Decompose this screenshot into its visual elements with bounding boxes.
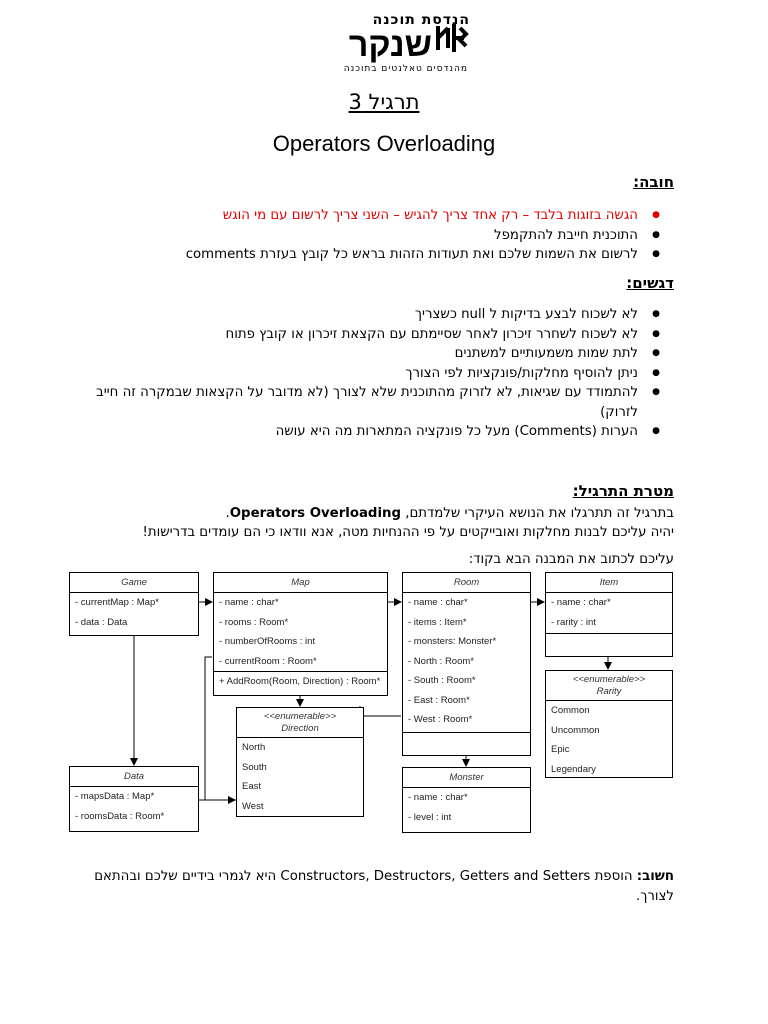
class-title: Data (70, 767, 198, 787)
logo-tagline: מהנדסים טאלנטים בתוכנה (343, 64, 468, 74)
class-title: Game (70, 573, 198, 593)
enum-value: East (242, 781, 262, 792)
important-note: חשוב: הוספת Constructors, Destructors, Getters and Setters היא לגמרי בידיים שלכם ובהתאם לצורך. (94, 869, 674, 904)
class-attribute: - level : int (408, 811, 452, 823)
uml-class-monster (402, 767, 531, 833)
class-attribute: - name : char* (408, 792, 468, 803)
enum-value: Common (551, 705, 590, 716)
list-item: ● לא לשכוח לבצע בדיקות ל null כשצריך (84, 305, 674, 325)
class-attribute: - South : Room* (408, 675, 476, 686)
class-attribute: - name : char* (408, 597, 468, 608)
uml-class-room (402, 572, 531, 756)
class-attribute: - items : Item* (408, 616, 467, 628)
exercise-title: תרגיל 3 (348, 90, 420, 114)
class-attribute: - West : Room* (408, 714, 473, 725)
list-item: ● ניתן להוסיף מחלקות/פונקציות לפי הצורך (84, 364, 674, 384)
tips-heading: דגשים: (626, 274, 674, 292)
goal-heading: מטרת התרגיל: (572, 482, 674, 500)
list-item: ● הגשה בזוגות בלבד – רק אחד צריך להגיש – השני צריך לרשום עם מי הוגש (84, 206, 674, 226)
class-attribute: - currentRoom : Room* (219, 655, 317, 667)
class-title: Item (546, 573, 672, 593)
class-attribute: - rooms : Room* (219, 616, 289, 628)
class-title: Map (214, 573, 387, 593)
uml-class-data (69, 766, 199, 832)
enum-value: Legendary (551, 763, 596, 775)
list-item: ● התוכנית חייבת להתקמפל (84, 226, 674, 246)
enum-value: Uncommon (551, 724, 600, 736)
logo-top-line: הנדסת תוכנה (372, 12, 470, 28)
class-attribute: - mapsData : Map* (75, 791, 155, 802)
uml-enum-rarity (545, 670, 673, 778)
class-attribute: - roomsData : Room* (75, 810, 165, 822)
list-item: ● לא לשכוח לשחרר זיכרון לאחר שסיימתם עם הקצאת זיכרון או קובץ פתוח (84, 325, 674, 345)
class-attribute: - name : char* (219, 597, 279, 608)
goal-line-1: בתרגיל זה תתרגלו את הנושא העיקרי שלמדתם, Operators Overloading. (225, 506, 674, 521)
list-item: ● לתת שמות משמעותיים למשתנים (84, 344, 674, 364)
class-attribute: - data : Data (75, 616, 128, 628)
list-item: ● להתמודד עם שגיאות, לא לזרוק מהתוכנית שלא לצורך (לא מדובר על הקצאות שבמקרה זה חייב לזרוק) (84, 383, 674, 422)
list-item: ● לרשום את השמות שלכם ואת תעודות הזהות בראש כל קובץ בעזרת comments (84, 245, 674, 265)
class-method: + AddRoom(Room, Direction) : Room* (214, 671, 387, 692)
goal-line-2: יהיה עליכם לבנות מחלקות ואובייקטים על פי ההנחיות מטה, אנא וודאו כי הם עומדים בדרישות! (142, 525, 674, 540)
enum-value: North (242, 742, 266, 753)
class-title: Room (403, 573, 530, 593)
enum-title: <<enumerable>> Direction (237, 708, 363, 738)
arrow-room-direction-line (360, 706, 401, 716)
enum-value: West (242, 800, 264, 812)
class-attribute: - currentMap : Map* (75, 597, 159, 608)
requirements-heading: חובה: (633, 173, 674, 191)
main-title: Operators Overloading (272, 131, 496, 156)
goal-line-3: עליכם לכתוב את המבנה הבא בקוד: (468, 552, 674, 567)
class-attribute: - East : Room* (408, 694, 470, 706)
uml-class-game (69, 572, 199, 636)
class-attribute: - numberOfRooms : int (219, 636, 316, 647)
class-attribute: - monsters: Monster* (408, 636, 497, 647)
enum-value: Epic (551, 744, 570, 755)
class-attribute: - North : Room* (408, 655, 474, 667)
enum-title: <<enumerable>> Rarity (546, 671, 672, 701)
uml-class-item (545, 572, 673, 657)
enum-value: South (242, 761, 267, 773)
logo-brand: שנקר (348, 26, 432, 64)
class-attribute: - rarity : int (551, 616, 596, 628)
uml-enum-direction (236, 707, 364, 817)
uml-class-map (213, 572, 388, 696)
class-title: Monster (403, 768, 530, 788)
class-attribute: - name : char* (551, 597, 611, 608)
list-item: ● הערות (Comments) מעל כל פונקציה המתארות מה היא עושה (84, 422, 674, 442)
